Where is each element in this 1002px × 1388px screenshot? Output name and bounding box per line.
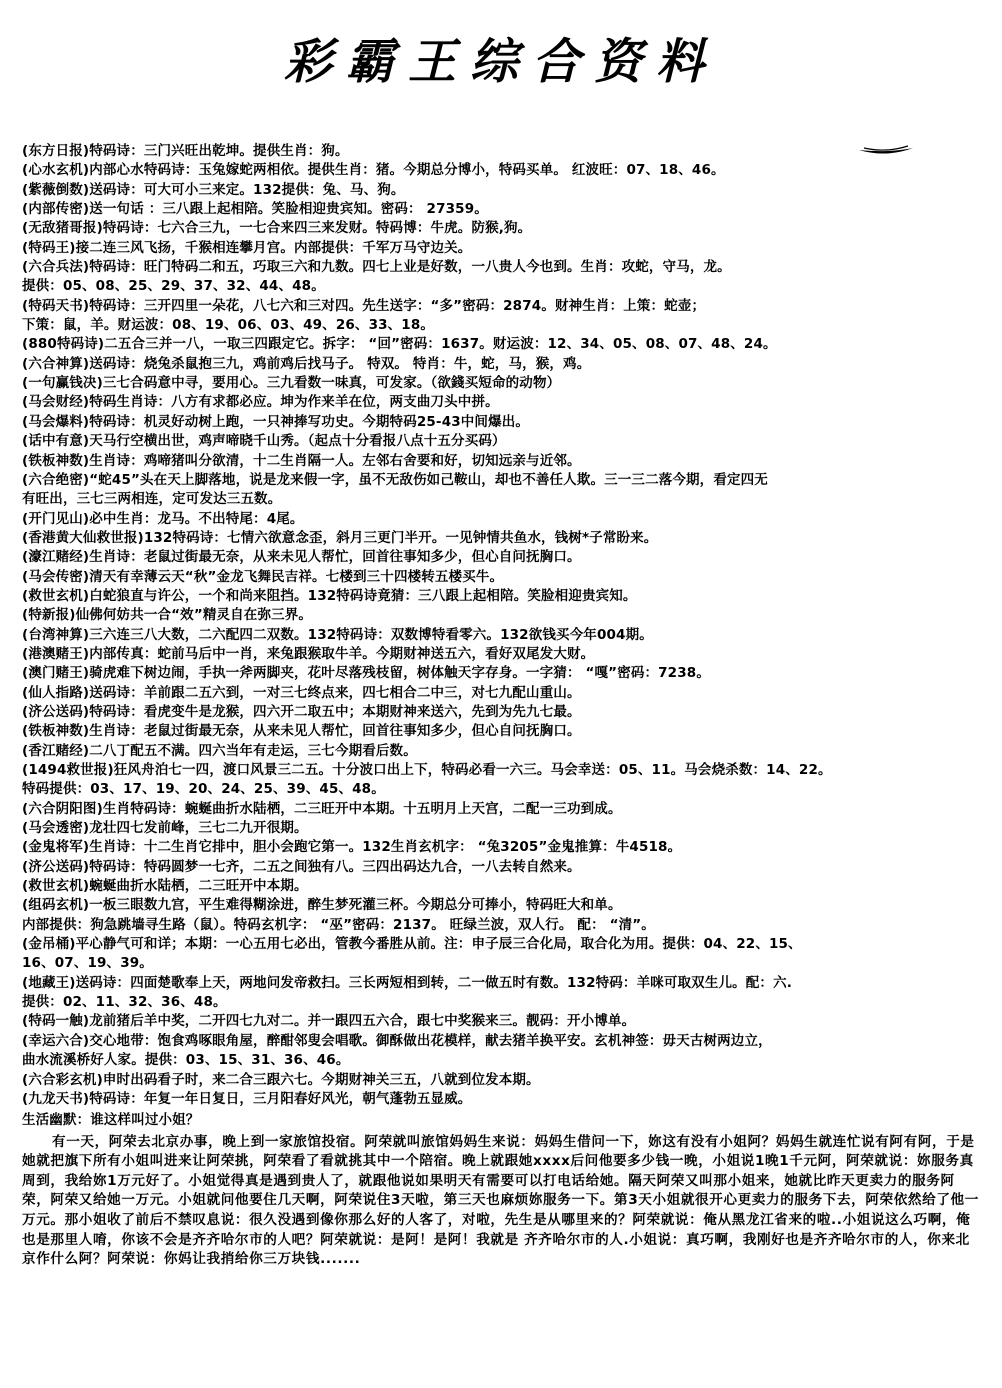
tip-text: 生肖特码诗：蜿蜒曲折水陆栖，二三旺开中本期。十五明月上天宫，二配一三功到成。	[102, 800, 622, 817]
tip-source-label: (马会透密)	[22, 820, 90, 837]
tip-source-label: (六合绝密)	[22, 471, 90, 488]
tip-source-label: (金吊桶)	[22, 936, 76, 953]
tip-entry	[22, 490, 997, 509]
tip-entry	[22, 645, 997, 664]
tip-entry	[22, 1051, 997, 1070]
tip-entry	[22, 974, 997, 993]
tip-text: 曲水流溪桥好人家。提供：03、15、31、36、46。	[22, 1052, 350, 1069]
tip-source-label: (紫薇倒数)	[22, 181, 90, 198]
tip-source-label: (话中有意)	[22, 433, 90, 450]
tip-text: 内部传真：蛇前马后中一肖，来兔跟猴取牛羊。今期财神送五六，看好双尾发大财。	[89, 645, 595, 662]
tip-text: 送码诗：四面楚歌奉上天，两地问发帝救扫。三长两短相到转，二一做五时有数。132特码：羊咪可取双生儿。配：六.	[75, 974, 793, 991]
tip-text: 送码诗：可大可小三来定。132提供：兔、马、狗。	[89, 181, 405, 198]
humor-heading: 生活幽默：谁这样叫过小姐？	[22, 1112, 200, 1129]
tip-text: 提供：05、08、25、29、37、32、44、48。	[22, 278, 325, 295]
tip-entry	[22, 452, 997, 471]
tip-entry	[22, 355, 997, 374]
tip-text: “蛇45”头在天上脚落地，说是龙来假一字，虽不无敌伤如己鞍山，却也不善任人欺。三一三二落今期，看定四无	[89, 471, 768, 488]
tip-text: 生肖诗：老鼠过街最无奈，从来未见人帮忙，回首往事知多少，但心自问抚胸口。	[89, 549, 581, 566]
tip-entry	[22, 239, 997, 258]
tip-text: 狗急跳墙寻生路（鼠）。特码玄机字： “巫”密码：2137。 旺绿兰波，双人行。 配： “清”。	[90, 916, 655, 933]
tip-text: 特码生肖诗：八方有求都必应。坤为作来羊在位，两支曲刀头中拼。	[89, 394, 499, 411]
tip-source-label: (880特码诗)	[22, 336, 105, 353]
tip-entry	[22, 761, 997, 780]
tip-text: 仙佛何妨共一合“效”精灵自在弥三界。	[75, 607, 313, 624]
tip-text: 生肖诗：鸡啼猪叫分欲清，十二生肖隔一人。左邻右舍要和好，切知远亲与近邻。	[89, 452, 581, 469]
tip-text: 接二连三风飞扬，千猴相连攀月宫。内部提供：千军万马守边关。	[75, 239, 472, 256]
tip-entry	[22, 916, 997, 935]
tip-source-label: (澳门赌王)	[22, 665, 90, 682]
humor-story: 有一天，阿荣去北京办事，晚上到一家旅馆投宿。阿荣就叫旅馆妈妈生来说：妈妈生借问一下，妳这有没有小姐阿？妈妈生就连忙说有阿有阿，于是她就把旗下所有小姐叫进来让阿荣挑，阿荣看了看就挑其中一个陪宿。晚上就跟她xxxx后问他要多少钱一晚，小姐说1晚1千元阿，阿荣就说：妳服务真周到，我给妳1万元好了。小姐觉得真是遇到贵人了，就跟他说如果明天有需要可以打电话给她。隔天阿荣又叫那小姐来，她就比昨天更卖力的服务阿荣，阿荣又给她一万元。小姐就问他要住几天啊，阿荣说住3天啦，第三天也麻烦妳服务一下。第3天小姐就很开心更卖力的服务下去，阿荣依然给了他一万元。那小姐收了前后不禁叹息说：很久没遇到像你那么好的人客了，对啦，先生是从哪里来的？阿荣就说：俺从黑龙江省来的啦..小姐说这么巧啊，俺也是那里人唷，你该不会是齐齐哈尔市的人吧？阿荣就说：是阿！是阿！我就是 齐齐哈尔市的人.小姐说：真巧啊，我刚好也是齐齐哈尔市的人，你来北京作什么阿？阿荣说：你妈让我捎给你三万块钱.......	[22, 1133, 979, 1268]
tip-entry	[22, 529, 997, 548]
tip-text: 骑虎难下树边闹，手执一斧两脚夹，花叶尽落残枝留，树体触天字存身。一字猜： “嘎”密码：7238。	[89, 665, 710, 682]
tip-entry	[22, 684, 997, 703]
tip-entry	[22, 142, 997, 161]
tip-text: 龙壮四七发前峰，三七二九开很期。	[89, 820, 308, 837]
tip-source-label: (仙人指路)	[22, 684, 90, 701]
tip-source-label: (济公送码)	[22, 703, 90, 720]
tip-entry	[22, 568, 997, 587]
tip-text: 提供：02、11、32、36、48。	[22, 994, 227, 1011]
tip-text: 特码诗：看虎变牛是龙猴，四六开二取五中；本期财神来送六，先到为先九七最。	[89, 703, 581, 720]
tip-source-label: (六合阴阳图)	[22, 800, 103, 817]
tip-source-label: (特新报)	[22, 607, 76, 624]
tip-text: 必中生肖：龙马。不出特尾：4尾。	[89, 510, 304, 527]
tip-entry	[22, 606, 997, 625]
tip-text: 132特码诗：七情六欲意念歪，斜月三更门半开。一见钟情共鱼水，钱树*子常盼来。	[143, 529, 658, 546]
tip-entry	[22, 664, 997, 683]
tip-text: 送码诗：羊前跟二五六到，一对三七终点来，四七相合二中三，对七九配山重山。	[89, 684, 581, 701]
tip-text: 特码诗：七六合三九，一七合来四三来发财。特码博：牛虎。防猴,狗。	[102, 220, 532, 237]
tip-text: 特码诗：年复一年日复日，三月阳春好风光，朝气蓬勃五显威。	[89, 1090, 472, 1107]
tip-text: 特码诗：机灵好动树上跑，一只神捧写功史。今期特码25-43中间爆出。	[89, 413, 530, 430]
tip-text: 特码提供：03、17、19、20、24、25、39、45、48。	[22, 781, 385, 798]
tip-source-label: (六合神算)	[22, 355, 90, 372]
tip-entry	[22, 703, 997, 722]
tip-text: 三六连三八大数，二六配四二双数。132特码诗：双数博特看零六。132欲钱买今年004期。	[89, 626, 653, 643]
tip-source-label: (特码王)	[22, 239, 76, 256]
tip-text: 送码诗：烧兔杀鼠抱三九，鸡前鸡后找马子。 特双。 特肖：牛，蛇，马，猴，鸡。	[89, 355, 591, 372]
tip-entry	[22, 277, 997, 296]
tip-text: 狂风舟泊七一四，渡口风景三二五。十分波口出上下，特码必看一六三。马会幸送：05、11。马会烧杀数：14、22。	[113, 762, 832, 778]
tip-text: 特码诗：三门兴旺出乾坤。提供生肖：狗。	[89, 143, 349, 159]
tip-entry	[22, 161, 997, 180]
tip-text: 申时出码看子时，来二合三跟六七。今期财神关三五，八就到位发本期。	[102, 1071, 540, 1088]
tip-text: 内部心水特码诗：玉兔嫁蛇两相依。提供生肖：猪。今期总分博小，特码买单。 红波旺：07、18、46。	[89, 162, 725, 179]
tip-entry	[22, 954, 997, 973]
tip-source-label: (九龙天书)	[22, 1090, 90, 1107]
tip-entry	[22, 510, 997, 529]
tip-source-label: (六合兵法)	[22, 259, 90, 276]
tip-entry	[22, 413, 997, 432]
tip-entry	[22, 258, 997, 277]
tip-entry	[22, 1071, 997, 1090]
tip-source-label: (幸运六合)	[22, 1032, 90, 1049]
tip-entry	[22, 335, 997, 354]
tip-entry	[22, 780, 997, 799]
tip-text: 下策：鼠，羊。财运波：08、19、06、03、49、26、33、18。	[22, 317, 435, 334]
tip-text: 生肖诗：老鼠过街最无奈，从来未见人帮忙，回首往事知多少，但心自问抚胸口。	[89, 723, 581, 740]
tip-text: 龙前猪后羊中奖，二开四七九对二。并一跟四五六合，跟七中奖猴来三。靓码：开小博单。	[89, 1013, 636, 1030]
tip-entry	[22, 742, 997, 761]
tip-text: 三七合码意中寻，要用心。三九看数一味真，可发家。（欲錢买短命的动物）	[102, 375, 561, 392]
tip-entry	[22, 316, 997, 335]
tip-source-label: (马会传密)	[22, 568, 90, 585]
tip-list	[22, 142, 997, 1270]
tip-source-label: (1494救世报)	[22, 762, 114, 778]
tip-entry	[22, 858, 997, 877]
tip-text: 特码诗：旺门特码二和五，巧取三六和九数。四七上业是好数，一八贵人今也到。生肖：攻蛇，守马，龙。	[89, 259, 731, 276]
tip-source-label: (组码玄机)	[22, 897, 90, 914]
tip-source-label: (救世玄机)	[22, 587, 90, 604]
tip-entry	[22, 181, 997, 200]
tip-entry	[22, 935, 997, 954]
tip-source-label: (六合彩玄机)	[22, 1071, 103, 1088]
tip-source-label: (台湾神算)	[22, 626, 90, 643]
tip-text: 一板三眼数九宫，平生难得糊涂进，醉生梦死灌三杯。今期总分可捧小，特码旺大和单。	[89, 897, 622, 914]
tip-text: 特码诗：特码圆梦一七齐，二五之间独有八。三四出码达九合，一八去转自然来。	[89, 858, 581, 875]
tip-entry	[22, 800, 997, 819]
tip-entry	[22, 993, 997, 1012]
tip-entry	[22, 877, 997, 896]
tip-text: 有旺出，三七三两相连，定可发达三五数。	[22, 491, 282, 508]
tip-source-label: (香港黄大仙救世报)	[22, 529, 144, 546]
tip-entry	[22, 374, 997, 393]
page-title: 彩霸王综合资料	[283, 34, 718, 90]
tip-text: 送一句话 ：三八跟上起相陪。笑脸相迎贵宾知。密码： 27359。	[89, 201, 488, 218]
tip-text: 交心地带：饱食鸡啄眼角屋，醉酣邻叟会唱歌。御酥做出花模样，献去猪羊换平安。玄机神签：毋天古树两边立，	[89, 1032, 772, 1049]
tip-entry	[22, 626, 997, 645]
tip-text: 二五合三并一八，一取三四跟定它。拆字： “回”密码：1637。财运波：12、34、05、08、07、48、24。	[104, 336, 777, 353]
tip-entry	[22, 1090, 997, 1109]
tip-source-label: (港澳赌王)	[22, 645, 90, 662]
tip-entry	[22, 587, 997, 606]
tip-source-label: (金鬼将军)	[22, 839, 90, 856]
tip-text: 特码诗：三开四里一朵花，八七六和三对四。先生送字：“多”密码：2874。财神生肖：上策：蛇壶；	[89, 297, 706, 314]
tip-entry	[22, 548, 997, 567]
tip-source-label: (濠江赌经)	[22, 549, 90, 566]
tip-source-label: (开门见山)	[22, 510, 90, 527]
tip-source-label: (济公送码)	[22, 858, 90, 875]
tip-entry	[22, 471, 997, 490]
tip-text: 生肖诗：十二生肖它排中，胆小会跑它第一。132生肖玄机字： “兔3205”金鬼推算：牛4518。	[89, 839, 682, 856]
tip-source-label: (特码一触)	[22, 1013, 90, 1030]
tip-source-label: (内部传密)	[22, 201, 90, 218]
tip-entry	[22, 393, 997, 412]
tip-source-label: (一句赢钱决)	[22, 375, 103, 392]
tip-source-label: (马会财经)	[22, 394, 90, 411]
tip-source-label: (东方日报)	[22, 143, 90, 159]
tip-source-label: (心水玄机)	[22, 162, 90, 179]
tip-source-label: (救世玄机)	[22, 878, 90, 895]
tip-entry	[22, 200, 997, 219]
tip-entry	[22, 722, 997, 741]
tip-entry	[22, 819, 997, 838]
tip-entry	[22, 219, 997, 238]
tip-source-label: (无敌猪哥报)	[22, 220, 103, 237]
tip-source-label: (马会爆料)	[22, 413, 90, 430]
tip-entry	[22, 1012, 997, 1031]
tip-text: 二八丁配五不满。四六当年有走运，三七今期看后数。	[89, 742, 417, 759]
tip-entry	[22, 432, 997, 451]
tip-source-label: (地藏王)	[22, 974, 76, 991]
tip-entry	[22, 297, 997, 316]
tip-text: 蜿蜒曲折水陆栖，二三旺开中本期。	[89, 878, 308, 895]
tip-entry	[22, 1032, 997, 1051]
tip-source-label: (特码天书)	[22, 297, 90, 314]
tip-source-label: 内部提供：	[22, 916, 91, 933]
tip-entry	[22, 838, 997, 857]
tip-entry	[22, 896, 997, 915]
tip-source-label: (铁板神数)	[22, 723, 90, 740]
tip-source-label: (铁板神数)	[22, 452, 90, 469]
tip-text: 清天有幸薄云天“秋”金龙飞舞民吉祥。七楼到三十四楼转五楼买牛。	[89, 568, 504, 585]
tip-text: 白蛇狼直与许公，一个和尚来阻挡。132特码诗竟猜：三八跟上起相陪。笑脸相迎贵宾知。	[89, 587, 637, 604]
tip-text: 16、07、19、39。	[22, 955, 153, 972]
tip-text: 天马行空横出世，鸡声啼晓千山秀。（起点十分看报八点十五分买码）	[89, 433, 506, 450]
tip-text: 平心静气可和详；本期：一心五用七必出，管教今番胜从前。注：申子辰三合化局，取合化为用。提供：04、22、15、	[75, 936, 802, 953]
tip-source-label: (香江赌经)	[22, 742, 90, 759]
